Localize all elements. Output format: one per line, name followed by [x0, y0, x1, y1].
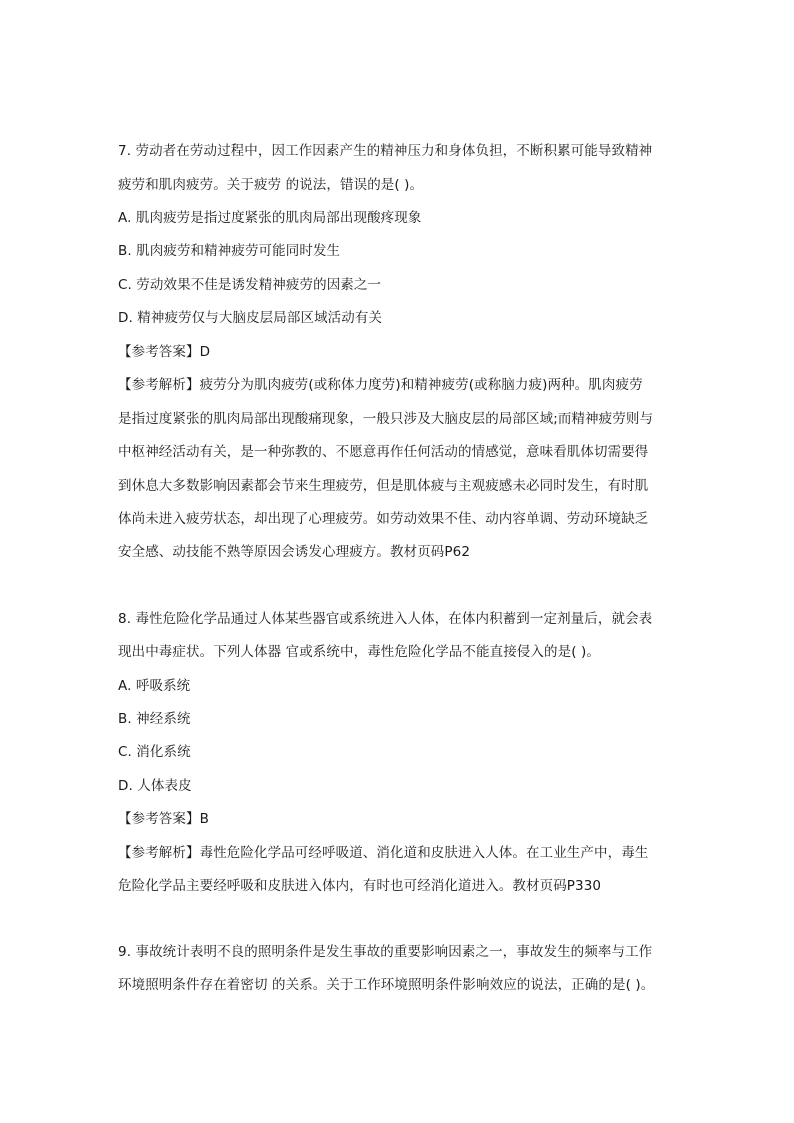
question-7-stem-line-1: 7. 劳动者在劳动过程中，因工作因素产生的精神压力和身体负担，不断积累可能导致精神 — [118, 143, 653, 159]
question-7-analysis-line-6: 安全感、动技能不熟等原因会诱发心理疲方。教材页码P62 — [118, 544, 471, 560]
question-7-option-c: C. 劳动效果不佳是诱发精神疲劳的因素之一 — [118, 277, 382, 293]
question-8-option-d: D. 人体表皮 — [118, 778, 192, 794]
question-7-analysis-line-2: 是指过度紧张的肌肉局部出现酸痛现象，一般只涉及大脑皮层的局部区域;而精神疲劳则与 — [118, 411, 654, 427]
question-9-stem-line-1: 9. 事故统计表明不良的照明条件是发生事故的重要影响因素之一，事故发生的频率与工作 — [118, 944, 653, 960]
question-7-analysis-line-1: 【参考解析】疲劳分为肌肉疲劳(或称体力度劳)和精神疲劳(或称脑力疲)两种。肌肉疲劳 — [118, 377, 643, 393]
question-8-answer: 【参考答案】B — [118, 811, 209, 827]
question-9-stem-line-2: 环境照明条件存在着密切 的关系。关于工作环境照明条件影响效应的说法，正确的是( )。 — [118, 977, 655, 993]
question-8-analysis-line-1: 【参考解析】毒性危险化学品可经呼吸道、消化道和皮肤进入人体。在工业生产中，毒生 — [118, 845, 649, 861]
question-8-stem-line-2: 现出中毒症状。下列人体器 官或系统中，毒性危险化学品不能直接侵入的是( )。 — [118, 644, 600, 660]
question-7-option-d: D. 精神疲劳仅与大脑皮层局部区域活动有关 — [118, 310, 383, 326]
question-8-analysis-line-2: 危险化学品主要经呼吸和皮肤进入体内，有时也可经消化道进入。教材页码P330 — [118, 878, 602, 894]
question-8-option-b: B. 神经系统 — [118, 711, 191, 727]
question-7-option-b: B. 肌肉疲劳和精神疲劳可能同时发生 — [118, 243, 341, 259]
question-7-analysis-line-3: 中枢神经活动有关，是一种弥教的、不愿意再作任何活动的情感觉，意味看肌体切需要得 — [118, 444, 649, 460]
question-8-option-a: A. 呼吸系统 — [118, 678, 191, 694]
question-7-answer: 【参考答案】D — [118, 344, 211, 360]
question-7-option-a: A. 肌肉疲劳是指过度紧张的肌肉局部出现酸疼现象 — [118, 210, 422, 226]
question-7-analysis-line-5: 体尚未进入疲劳状态，却出现了心理疲劳。如劳动效果不佳、动内容单调、劳动环境缺乏 — [118, 511, 649, 527]
question-8-option-c: C. 消化系统 — [118, 744, 191, 760]
question-7-analysis-line-4: 到休息大多数影响因素都会节来生理疲劳，但是肌体疲与主观疲感未必同时发生，有时肌 — [118, 478, 649, 494]
question-7-stem-line-2: 疲劳和肌肉疲劳。关于疲劳 的说法，错误的是( )。 — [118, 177, 424, 193]
question-8-stem-line-1: 8. 毒性危险化学品通过人体某些器官或系统进入人体，在体内积蓄到一定剂量后，就会表 — [118, 611, 653, 627]
